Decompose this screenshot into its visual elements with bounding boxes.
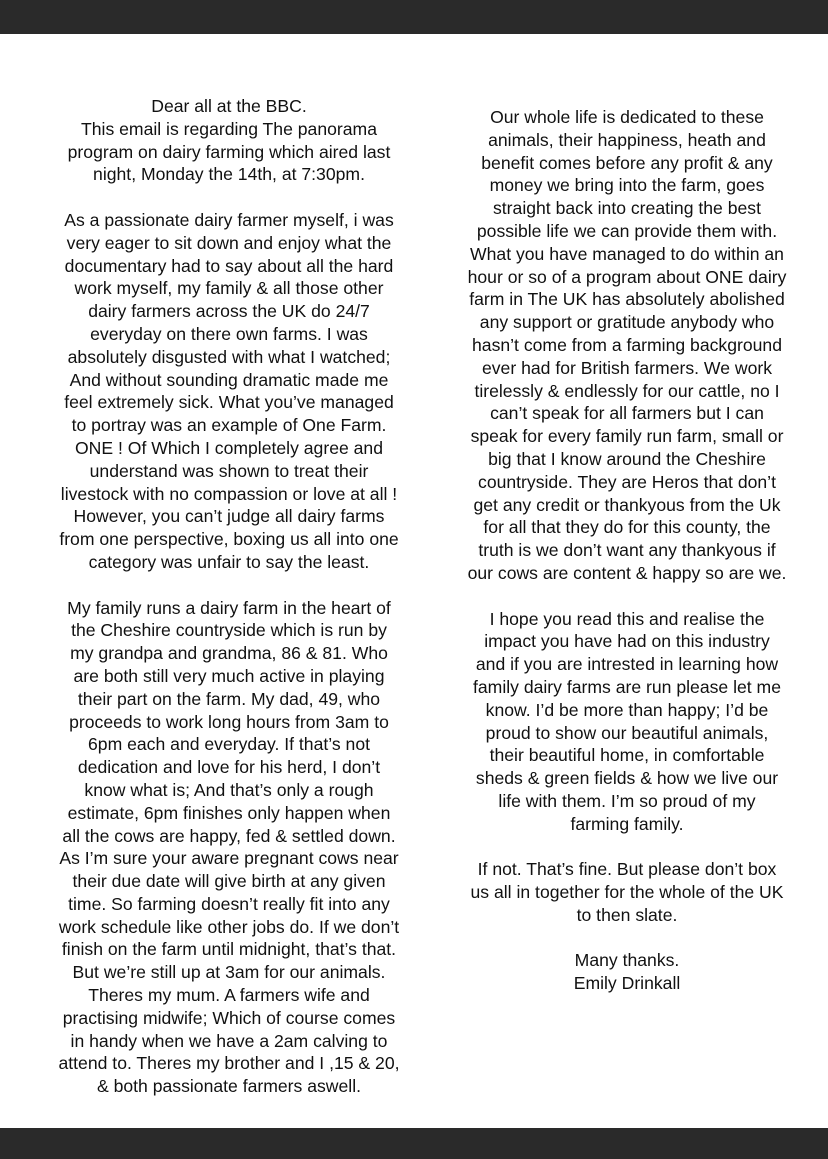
text-line: And without sounding dramatic made me xyxy=(69,369,389,390)
text-line: proud to show our beautiful animals, xyxy=(485,722,769,743)
text-line: know. I’d be more than happy; I’d be xyxy=(485,699,769,720)
text-line: I hope you read this and realise the xyxy=(489,608,765,629)
text-line: the Cheshire countryside which is run by xyxy=(71,620,387,641)
text-line: documentary had to say about all the hard xyxy=(64,255,394,276)
text-line: estimate, 6pm finishes only happen when xyxy=(67,802,391,823)
text-line: & both passionate farmers aswell. xyxy=(96,1076,362,1097)
text-line: dairy farmers across the UK do 24/7 xyxy=(88,301,370,322)
text-line: can’t speak for all farmers but I can xyxy=(490,403,764,424)
text-line: our cows are content & happy so are we. xyxy=(467,562,787,583)
text-line: benefit comes before any profit & any xyxy=(481,152,773,173)
paragraph-1 xyxy=(30,209,428,574)
text-line: If not. That’s fine. But please don’t box xyxy=(477,859,777,880)
text-line: work myself, my family & all those other xyxy=(74,278,384,299)
text-line: money we bring into the farm, goes xyxy=(489,175,765,196)
text-line: 6pm each and everyday. If that’s not xyxy=(88,734,370,755)
text-line: ever had for British farmers. We work xyxy=(481,357,773,378)
text-line: to then slate. xyxy=(576,904,678,925)
text-line: their part on the farm. My dad, 49, who xyxy=(77,688,381,709)
text-line: tirelessly & endlessly for our cattle, no I xyxy=(474,380,780,401)
text-line: all the cows are happy, fed & settled down. xyxy=(62,825,396,846)
text-line: any support or gratitude anybody who xyxy=(479,312,775,333)
bottom-bar xyxy=(0,1128,828,1159)
text-line: for all that they do for this county, the xyxy=(483,517,771,538)
paragraph-4 xyxy=(436,608,818,836)
paragraph-gap xyxy=(30,186,428,209)
text-line: their beautiful home, in comfortable xyxy=(489,745,765,766)
text-line: absolutely disgusted with what I watched; xyxy=(67,346,391,367)
text-line: As I’m sure your aware pregnant cows near xyxy=(59,848,399,869)
text-line: Theres my mum. A farmers wife and xyxy=(88,985,370,1006)
text-line: Our whole life is dedicated to these xyxy=(490,107,764,127)
text-line: know what is; And that’s only a rough xyxy=(84,779,374,800)
paragraph-2 xyxy=(30,597,428,1099)
text-line: What you have managed to do within an xyxy=(470,243,784,264)
text-line: straight back into creating the best xyxy=(493,198,761,219)
text-line: work schedule like other jobs do. If we don’t xyxy=(58,916,400,937)
text-line: animals, their happiness, heath and xyxy=(488,129,766,150)
text-line: and if you are intrested in learning how xyxy=(475,654,779,675)
top-bar xyxy=(0,0,828,34)
letter-right-column xyxy=(436,106,818,995)
text-line: proceeds to work long hours from 3am to xyxy=(69,711,389,732)
text-line: livestock with no compassion or love at all ! xyxy=(60,483,398,504)
text-line: big that I know around the Cheshire xyxy=(488,448,766,469)
text-line: feel extremely sick. What you’ve managed xyxy=(64,392,394,413)
text-line: countryside. They are Heros that don’t xyxy=(478,471,776,492)
text-line: time. So farming doesn’t really fit into any xyxy=(68,893,390,914)
text-line: ONE ! Of Which I completely agree and xyxy=(74,437,384,458)
paragraph-5 xyxy=(436,858,818,926)
text-line: my grandpa and grandma, 86 & 81. Who xyxy=(70,643,388,664)
paragraph-gap xyxy=(436,585,818,608)
text-line: their due date will give birth at any given xyxy=(72,871,386,892)
text-line: in handy when we have a 2am calving to xyxy=(70,1030,388,1051)
text-line: life with them. I’m so proud of my xyxy=(498,790,756,811)
text-line: finish on the farm until midnight, that’s that. xyxy=(61,939,397,960)
text-line: get any credit or thankyous from the Uk xyxy=(473,494,781,515)
paragraph-3 xyxy=(436,106,818,585)
text-line: understand was shown to treat their xyxy=(89,460,369,481)
text-line: night, Monday the 14th, at 7:30pm. xyxy=(93,164,365,185)
text-line: program on dairy farming which aired last xyxy=(67,141,391,162)
letter-left-column xyxy=(30,95,428,1098)
text-line: from one perspective, boxing us all into one xyxy=(59,529,399,550)
signoff-line: Many thanks. xyxy=(574,950,680,971)
text-line: us all in together for the whole of the UK xyxy=(470,882,784,903)
text-line: speak for every family run farm, small or xyxy=(470,426,784,447)
text-line: hour or so of a program about ONE dairy xyxy=(467,266,787,287)
text-line: are both still very much active in playing xyxy=(73,665,385,686)
text-line: farm in The UK has absolutely abolished xyxy=(469,289,785,310)
text-line: to portray was an example of One Farm. xyxy=(71,415,387,436)
text-line: However, you can’t judge all dairy farms xyxy=(73,506,385,527)
greeting-paragraph xyxy=(30,95,428,186)
text-line: This email is regarding The panorama xyxy=(81,118,377,139)
text-line: hasn’t come from a farming background xyxy=(472,334,782,355)
text-line: But we’re still up at 3am for our animals. xyxy=(72,962,386,983)
text-line: everyday on there own farms. I was xyxy=(90,323,368,344)
text-line: farming family. xyxy=(570,813,684,834)
text-line: attend to. Theres my brother and I ,15 & 20, xyxy=(58,1053,400,1074)
text-line: dedication and love for his herd, I don’t xyxy=(77,757,381,778)
paragraph-gap xyxy=(436,836,818,859)
text-line: truth is we don’t want any thankyous if xyxy=(478,540,776,561)
paragraph-gap xyxy=(436,927,818,950)
signature-name: Emily Drinkall xyxy=(573,973,681,994)
signoff xyxy=(436,949,818,995)
text-line: sheds & green fields & how we live our xyxy=(475,768,779,789)
text-line: family dairy farms are run please let me xyxy=(472,676,781,697)
text-line: possible life we can provide them with. xyxy=(476,220,778,241)
text-line: category was unfair to say the least. xyxy=(88,551,370,572)
paragraph-gap xyxy=(30,574,428,597)
text-line: practising midwife; Which of course comes xyxy=(62,1007,396,1028)
text-line: very eager to sit down and enjoy what the xyxy=(66,232,392,253)
text-line: Dear all at the BBC. xyxy=(151,96,307,116)
text-line: My family runs a dairy farm in the heart of xyxy=(67,597,391,618)
text-line: impact you have had on this industry xyxy=(484,631,770,652)
text-line: As a passionate dairy farmer myself, i was xyxy=(64,209,394,230)
